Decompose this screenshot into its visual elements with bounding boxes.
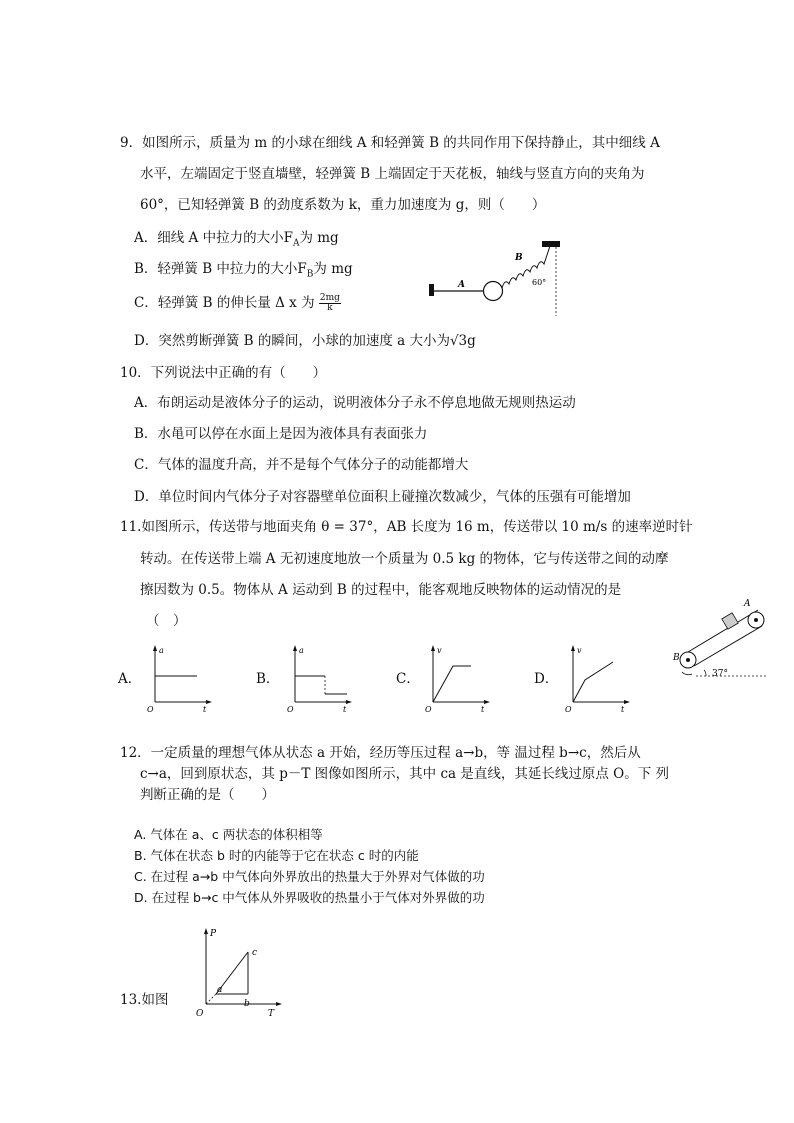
q11-graph-a — [145, 642, 215, 712]
q9-option-c[interactable]: C．轻弹簧 B 的伸长量 Δ x 为 $\frac{2mg}{k}$ — [134, 293, 340, 313]
graph-a-xlabel: t — [203, 705, 207, 714]
graph-d-ylabel: v — [577, 646, 582, 655]
q9-fraction: $\frac{2mg}{k}$ — [319, 293, 340, 313]
q11-option-d-letter[interactable]: D． — [534, 671, 559, 687]
q10-option-b[interactable]: B．水黾可以停在水面上是因为液体具有表面张力 — [134, 426, 428, 442]
q9-stem-line3: 60°，已知轻弹簧 B 的劲度系数为 k，重力加速度为 g，则（ ） — [140, 197, 546, 213]
q10-stem: 10．下列说法中正确的有（ ） — [120, 365, 327, 381]
q11-conveyor-figure — [670, 598, 770, 688]
q10-option-c[interactable]: C．气体的温度升高，并不是每个气体分子的动能都增大 — [134, 457, 469, 473]
origin-o: O — [196, 1009, 204, 1019]
q11-stem-line3: 擦因数为 0.5。物体从 A 运动到 B 的过程中，能客观地反映物体的运动情况的是 — [140, 582, 622, 598]
ball — [484, 282, 503, 301]
block — [722, 613, 738, 629]
graph-d-origin: O — [565, 705, 572, 714]
q9-stem-line1: 9．如图所示，质量为 m 的小球在细线 A 和轻弹簧 B 的共同作用下保持静止，其中细线 A — [120, 135, 660, 151]
graph-b-ylabel: a — [299, 646, 304, 655]
graph-c-origin: O — [425, 705, 432, 714]
q12-stem-line1: 12．一定质量的理想气体从状态 a 开始，经历等压过程 a→b，等 温过程 b→c，然后从 — [120, 745, 641, 761]
graph-b-origin: O — [287, 705, 294, 714]
q11-option-b-letter[interactable]: B． — [256, 671, 280, 687]
q9-option-b[interactable]: B．轻弹簧 B 中拉力的大小$F_B$为 mg — [134, 261, 353, 280]
wall-block — [429, 284, 434, 296]
label-a: A — [458, 280, 465, 290]
q12-option-c[interactable]: C. 在过程 a→b 中气体向外界放出的热量大于外界对气体做的功 — [134, 869, 485, 884]
extension-line — [206, 994, 216, 1004]
label-b: B — [515, 253, 523, 263]
graph-b-xlabel: t — [343, 705, 347, 714]
q10-option-a[interactable]: A．布朗运动是液体分子的运动，说明液体分子永不停息地做无规则热运动 — [134, 395, 576, 411]
q9-stem-line2: 水平，左端固定于竖直墙壁，轻弹簧 B 上端固定于天花板，轴线与竖直方向的夹角为 — [140, 166, 645, 182]
conveyor-label-a: A — [744, 599, 751, 609]
point-c: c — [252, 948, 258, 958]
q11-stem-line1: 11.如图所示，传送带与地面夹角 θ = 37°，AB 长度为 16 m，传送带以 10 m/s 的速率逆时针 — [120, 519, 693, 535]
q12-option-d[interactable]: D. 在过程 b→c 中气体从外界吸收的热量小于气体对外界做的功 — [134, 890, 485, 905]
q11-option-a-letter[interactable]: A． — [118, 671, 142, 687]
q10-option-d[interactable]: D．单位时间内气体分子对容器壁单位面积上碰撞次数减少，气体的压强有可能增加 — [134, 489, 631, 505]
graph-d-curve — [573, 662, 613, 702]
graph-c-ylabel: v — [437, 646, 442, 655]
q11-option-c-letter[interactable]: C． — [396, 671, 420, 687]
point-b: b — [244, 999, 250, 1009]
q12-option-a[interactable]: A. 气体在 a、c 两状态的体积相等 — [134, 827, 323, 842]
angle-label: 60° — [532, 278, 547, 287]
q12-option-b[interactable]: B. 气体在状态 b 时的内能等于它在状态 c 时的内能 — [134, 848, 419, 863]
q11-graph-d — [563, 642, 633, 712]
q11-graph-b — [285, 642, 355, 712]
axis-p: P — [210, 929, 217, 939]
graph-a-ylabel: a — [159, 646, 164, 655]
q12-pt-graph — [194, 924, 286, 1020]
graph-c-xlabel: t — [481, 705, 485, 714]
q11-stem-line4: （ ） — [146, 613, 187, 629]
q13-stem: 13.如图 — [120, 992, 169, 1008]
graph-c-curve — [433, 666, 471, 702]
q12-stem-line3: 判断正确的是（ ） — [140, 787, 275, 803]
point-a: a — [217, 985, 223, 995]
conveyor-label-b: B — [673, 653, 680, 663]
q9-option-a[interactable]: A．细线 A 中拉力的大小$F_A$为 mg — [134, 230, 339, 249]
axis-t: T — [268, 1009, 275, 1019]
conveyor-angle: 37° — [712, 669, 728, 679]
graph-d-xlabel: t — [621, 705, 625, 714]
q11-stem-line2: 转动。在传送带上端 A 无初速度地放一个质量为 0.5 kg 的物体，它与传送带之间的动摩 — [140, 551, 669, 567]
q11-graph-c — [423, 642, 493, 712]
q9-figure — [420, 236, 570, 320]
ceiling-block — [542, 241, 560, 247]
q12-stem-line2: c→a，回到原状态，其 p－T 图像如图所示，其中 ca 是直线，其延长线过原点 O。下 列 — [140, 766, 669, 782]
q9-option-d[interactable]: D．突然剪断弹簧 B 的瞬间，小球的加速度 a 大小为√3g — [134, 333, 476, 349]
graph-a-origin: O — [147, 705, 154, 714]
